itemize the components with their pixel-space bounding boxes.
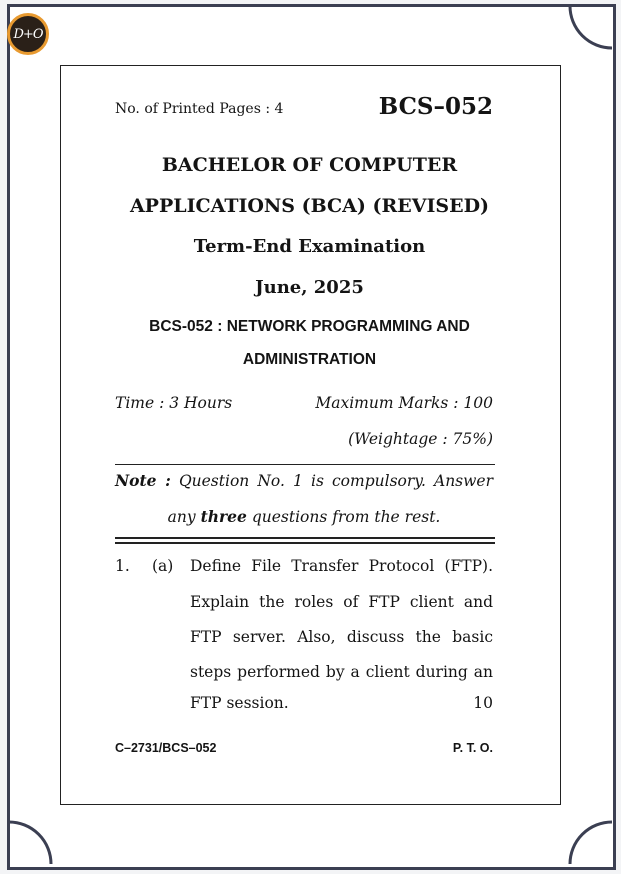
question-marks: 10: [473, 694, 493, 712]
question-line: FTP session.: [190, 694, 289, 712]
question-line: Explain the roles of FTP client and: [190, 593, 493, 611]
question-line: FTP server. Also, discuss the basic: [190, 628, 493, 646]
printed-pages: No. of Printed Pages : 4: [115, 101, 284, 117]
note-line2: [115, 507, 493, 526]
question-line: steps performed by a client during an: [190, 663, 493, 681]
exam-time: Time : 3 Hours: [115, 394, 233, 412]
question-number: 1.: [115, 557, 130, 575]
question-line: Define File Transfer Protocol (FTP).: [190, 557, 493, 575]
degree-title-line2: APPLICATIONS (BCA) (REVISED): [129, 195, 490, 217]
paper-code: C–2731/BCS–052: [115, 741, 217, 755]
weightage: (Weightage : 75%): [348, 430, 493, 448]
exam-session: June, 2025: [255, 277, 364, 298]
note-text: any: [167, 508, 196, 526]
maximum-marks: Maximum Marks : 100: [315, 394, 493, 412]
corner-ornament-bottom-right: [568, 820, 612, 864]
please-turn-over: P. T. O.: [452, 741, 493, 755]
double-divider-bottom: [115, 542, 495, 544]
course-title-line1: BCS-052 : NETWORK PROGRAMMING AND: [149, 318, 470, 335]
divider: [115, 464, 495, 465]
note-text: questions from the rest.: [251, 508, 441, 526]
course-title-line2: ADMINISTRATION: [242, 351, 377, 368]
note-line1: [115, 471, 493, 490]
degree-title-line1: BACHELOR OF COMPUTER: [161, 154, 458, 176]
note-emphasis: three: [200, 507, 247, 526]
double-divider-top: [115, 537, 495, 539]
corner-ornament-bottom-left: [9, 820, 53, 864]
logo-icon: D+O: [7, 13, 49, 55]
course-code: BCS–052: [378, 93, 493, 120]
note-label: Note :: [115, 471, 171, 490]
exam-name: Term-End Examination: [193, 236, 426, 257]
question-part: (a): [152, 557, 174, 575]
corner-ornament-top-right: [568, 6, 612, 50]
note-text: Question No. 1 is compulsory. Answer: [178, 472, 493, 490]
